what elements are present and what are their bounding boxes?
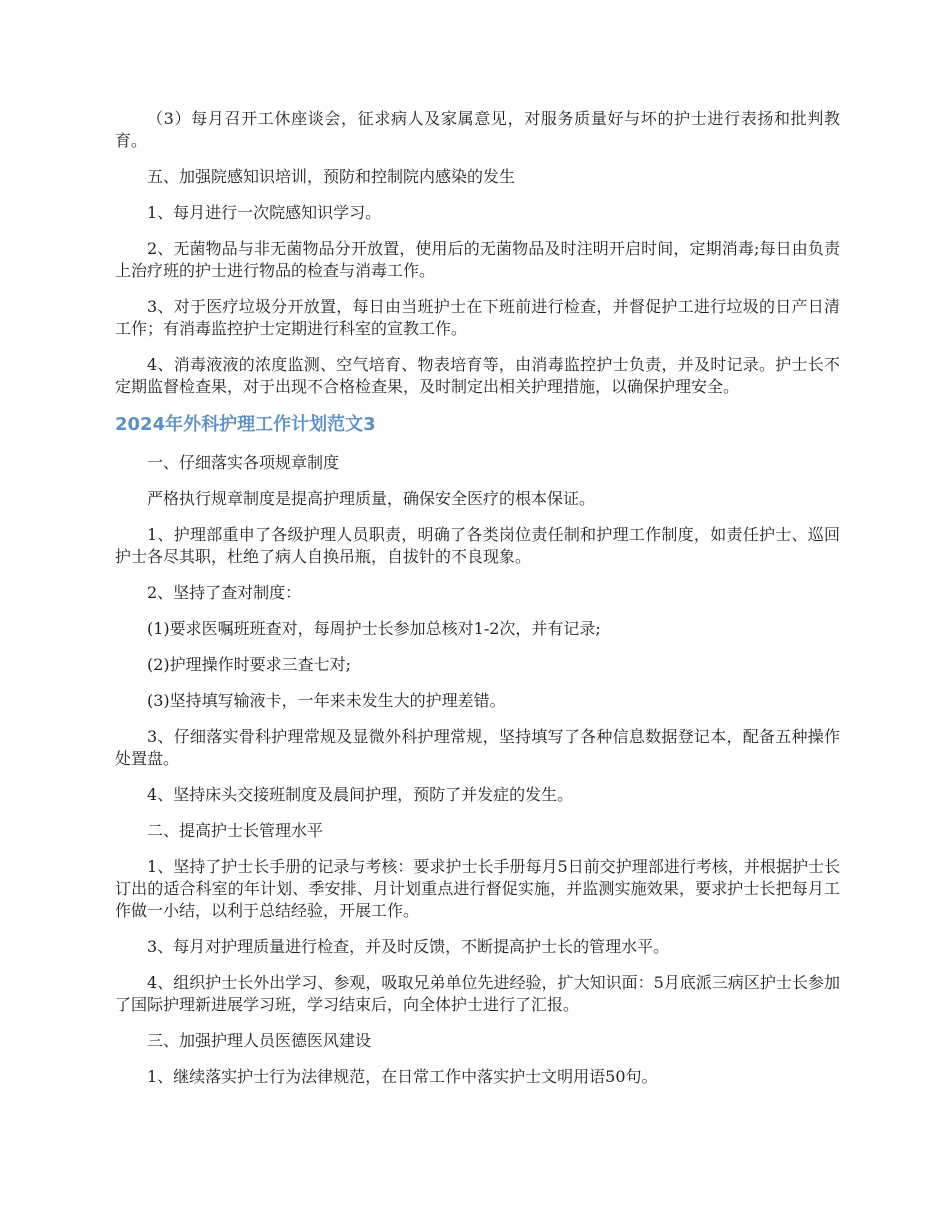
paragraph: （3）每月召开工休座谈会，征求病人及家属意见，对服务质量好与坏的护士进行表扬和批判教育。 — [115, 109, 840, 150]
section-title: 一、仔细落实各项规章制度 — [147, 453, 340, 472]
section-title: 五、加强院感知识培训，预防和控制院内感染的发生 — [147, 167, 516, 186]
document-heading: 2024年外科护理工作计划范文3 — [115, 414, 376, 435]
document-page — [115, 108, 840, 1102]
list-item: (3)坚持填写输液卡，一年来未发生大的护理差错。 — [147, 691, 506, 710]
section-before — [115, 108, 840, 398]
section-title: 三、加强护理人员医德医风建设 — [147, 1031, 372, 1050]
paragraph: 1、每月进行一次院感知识学习。 — [147, 203, 382, 222]
paragraph: 4、组织护士长外出学习、参观，吸取兄弟单位先进经验，扩大知识面：5月底派三病区护士长参加了国际护理新进展学习班，学习结束后，向全体护士进行了汇报。 — [115, 973, 840, 1014]
paragraph: 3、每月对护理质量进行检查，并及时反馈，不断提高护士长的管理水平。 — [147, 937, 670, 956]
paragraph: 1、护理部重申了各级护理人员职责，明确了各类岗位责任制和护理工作制度，如责任护士、巡回护士各尽其职，杜绝了病人自换吊瓶，自拔针的不良现象。 — [115, 525, 840, 566]
paragraph: 严格执行规章制度是提高护理质量，确保安全医疗的根本保证。 — [147, 489, 596, 508]
paragraph: 3、仔细落实骨科护理常规及显微外科护理常规，坚持填写了各种信息数据登记本，配备五种操作处置盘。 — [115, 727, 840, 768]
list-item: (2)护理操作时要求三查七对; — [147, 655, 352, 674]
paragraph: 4、消毒液液的浓度监测、空气培育、物表培育等，由消毒监控护士负责，并及时记录。护士长不定期监督检查果，对于出现不合格检查果，及时制定出相关护理措施，以确保护理安全。 — [115, 355, 840, 396]
paragraph: 1、坚持了护士长手册的记录与考核：要求护士长手册每月5日前交护理部进行考核，并根据护士长订出的适合科室的年计划、季安排、月计划重点进行督促实施，并监测实施效果，要求护士长把每月工作做一小结，以利于总结经验，开展工作。 — [115, 857, 840, 920]
list-item: (1)要求医嘱班班查对，每周护士长参加总核对1-2次，并有记录; — [147, 619, 601, 638]
paragraph: 2、无菌物品与非无菌物品分开放置，使用后的无菌物品及时注明开启时间，定期消毒;每日由负责上治疗班的护士进行物品的检查与消毒工作。 — [115, 239, 840, 280]
paragraph: 2、坚持了查对制度： — [147, 583, 302, 602]
paragraph: 4、坚持床头交接班制度及晨间护理，预防了并发症的发生。 — [147, 785, 574, 804]
paragraph: 3、对于医疗垃圾分开放置，每日由当班护士在下班前进行检查，并督促护工进行垃圾的日产日清工作；有消毒监控护士定期进行科室的宣教工作。 — [115, 297, 840, 338]
section-after — [115, 452, 840, 1088]
section-title: 二、提高护士长管理水平 — [147, 821, 324, 840]
paragraph: 1、继续落实护士行为法律规范，在日常工作中落实护士文明用语50句。 — [147, 1067, 658, 1086]
